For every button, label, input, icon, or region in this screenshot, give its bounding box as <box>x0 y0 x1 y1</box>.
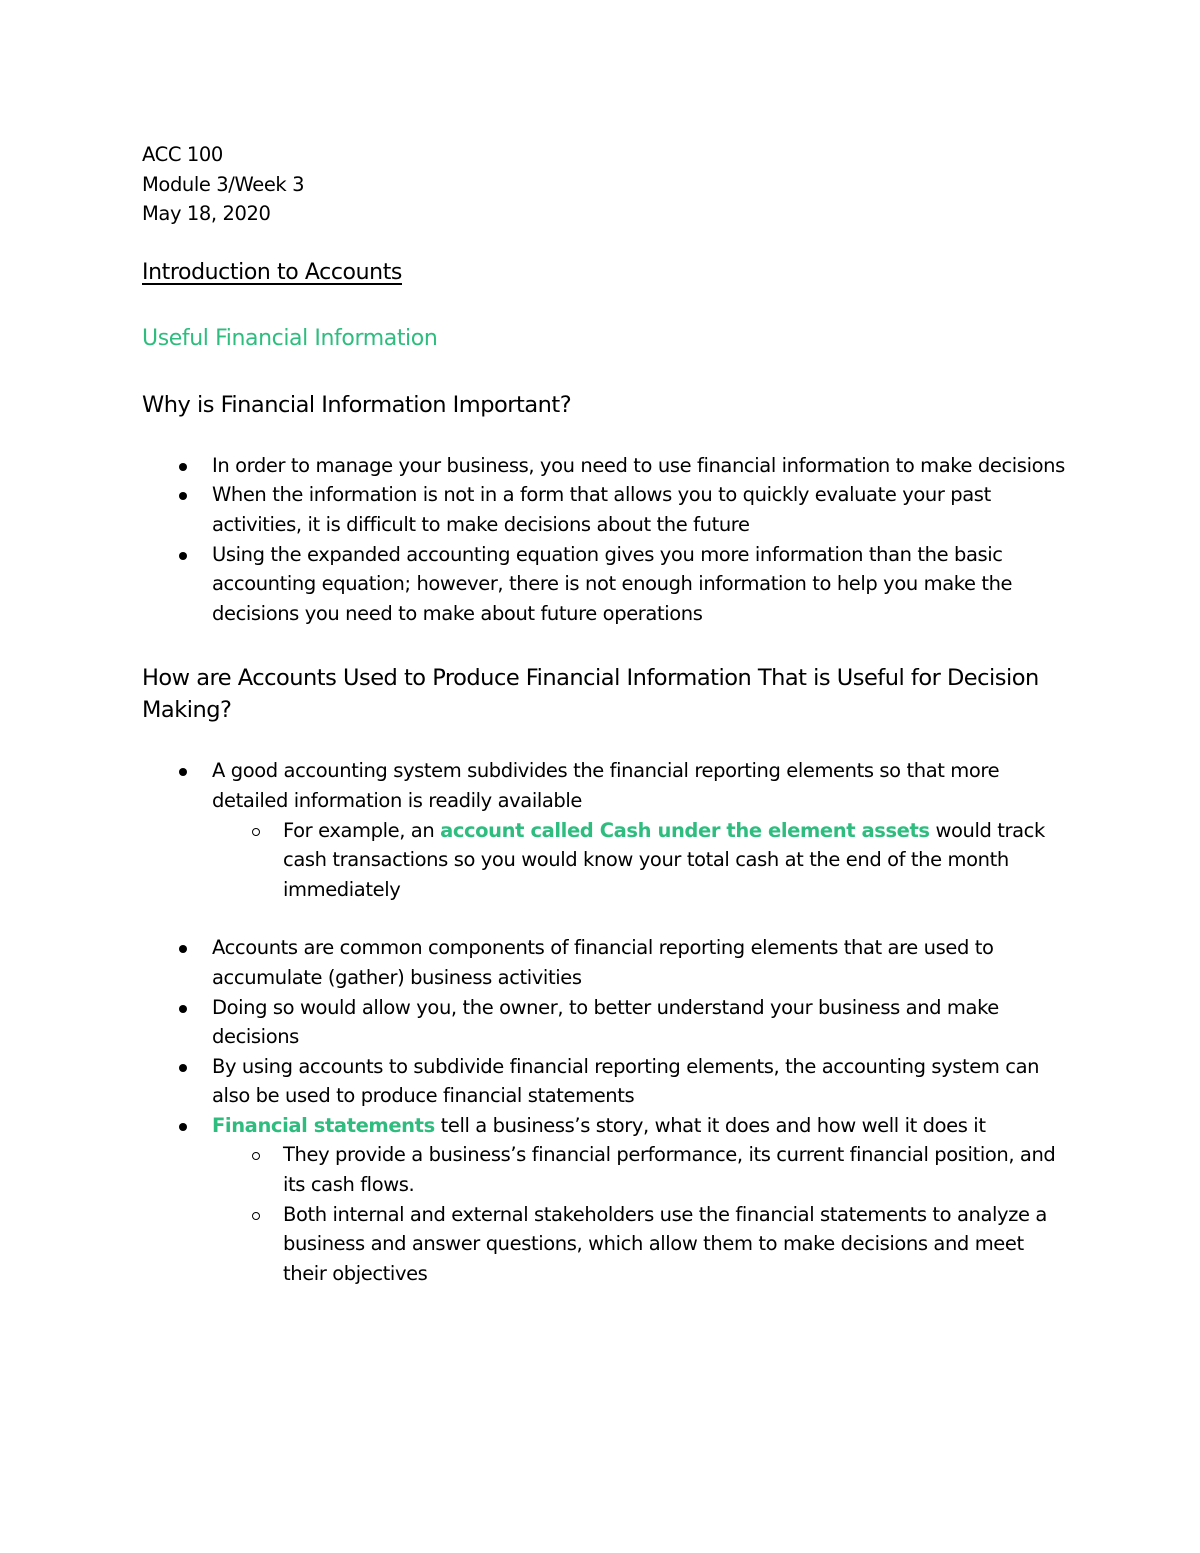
sub-list-item <box>212 816 1072 905</box>
list-item: When the information is not in a form that allows you to quickly evaluate your past activities, it is difficult to make decisions about the future <box>142 480 1072 539</box>
spacer <box>142 904 1072 933</box>
list-item-text: A good accounting system subdivides the financial reporting elements so that more detailed information is readily available <box>212 759 1000 812</box>
bullet-list-1 <box>142 451 1072 629</box>
section-heading: Useful Financial Information <box>142 325 438 351</box>
course-code: ACC 100 <box>142 143 223 166</box>
sub-item-text: would track cash transactions so you would know your total cash at the end of the month immediately <box>283 818 1045 901</box>
module-week: Module 3/Week 3 <box>142 172 305 196</box>
highlight-term: Financial statements <box>212 1113 435 1137</box>
list-item: Accounts are common components of financial reporting elements that are used to accumulate (gather) business activities <box>142 933 1072 992</box>
sub-list <box>212 816 1072 905</box>
document-body <box>142 140 1072 1288</box>
list-item: Doing so would allow you, the owner, to better understand your business and make decisions <box>142 993 1072 1052</box>
list-item-text: tell a business’s story, what it does and how well it does it <box>434 1113 986 1137</box>
list-item: By using accounts to subdivide financial reporting elements, the accounting system can also be used to produce financial statements <box>142 1052 1072 1111</box>
sub-item-text: For example, an <box>283 818 441 842</box>
question-heading-1: Why is Financial Information Important? <box>142 391 572 418</box>
list-item <box>142 1111 1072 1289</box>
question-heading-2: How are Accounts Used to Produce Financial Information That is Useful for Decision Making? <box>142 665 1039 724</box>
header-meta <box>142 140 1072 229</box>
list-item <box>142 756 1072 904</box>
sub-list <box>212 1140 1072 1288</box>
highlight-term: account called Cash under the element assets <box>440 818 930 842</box>
list-item: Using the expanded accounting equation gives you more information than the basic accounting equation; however, there is not enough information to help you make the decisions you need to make about future operations <box>142 540 1072 629</box>
document-title: Introduction to Accounts <box>142 259 402 285</box>
bullet-list-2 <box>142 756 1072 904</box>
sub-list-item: Both internal and external stakeholders use the financial statements to analyze a business and answer questions, which allow them to make decisions and meet their objectives <box>212 1200 1072 1289</box>
sub-list-item: They provide a business’s financial performance, its current financial position, and its cash flows. <box>212 1140 1072 1199</box>
list-item: In order to manage your business, you need to use financial information to make decisions <box>142 451 1072 481</box>
date: May 18, 2020 <box>142 202 271 226</box>
bullet-list-3 <box>142 933 1072 1288</box>
